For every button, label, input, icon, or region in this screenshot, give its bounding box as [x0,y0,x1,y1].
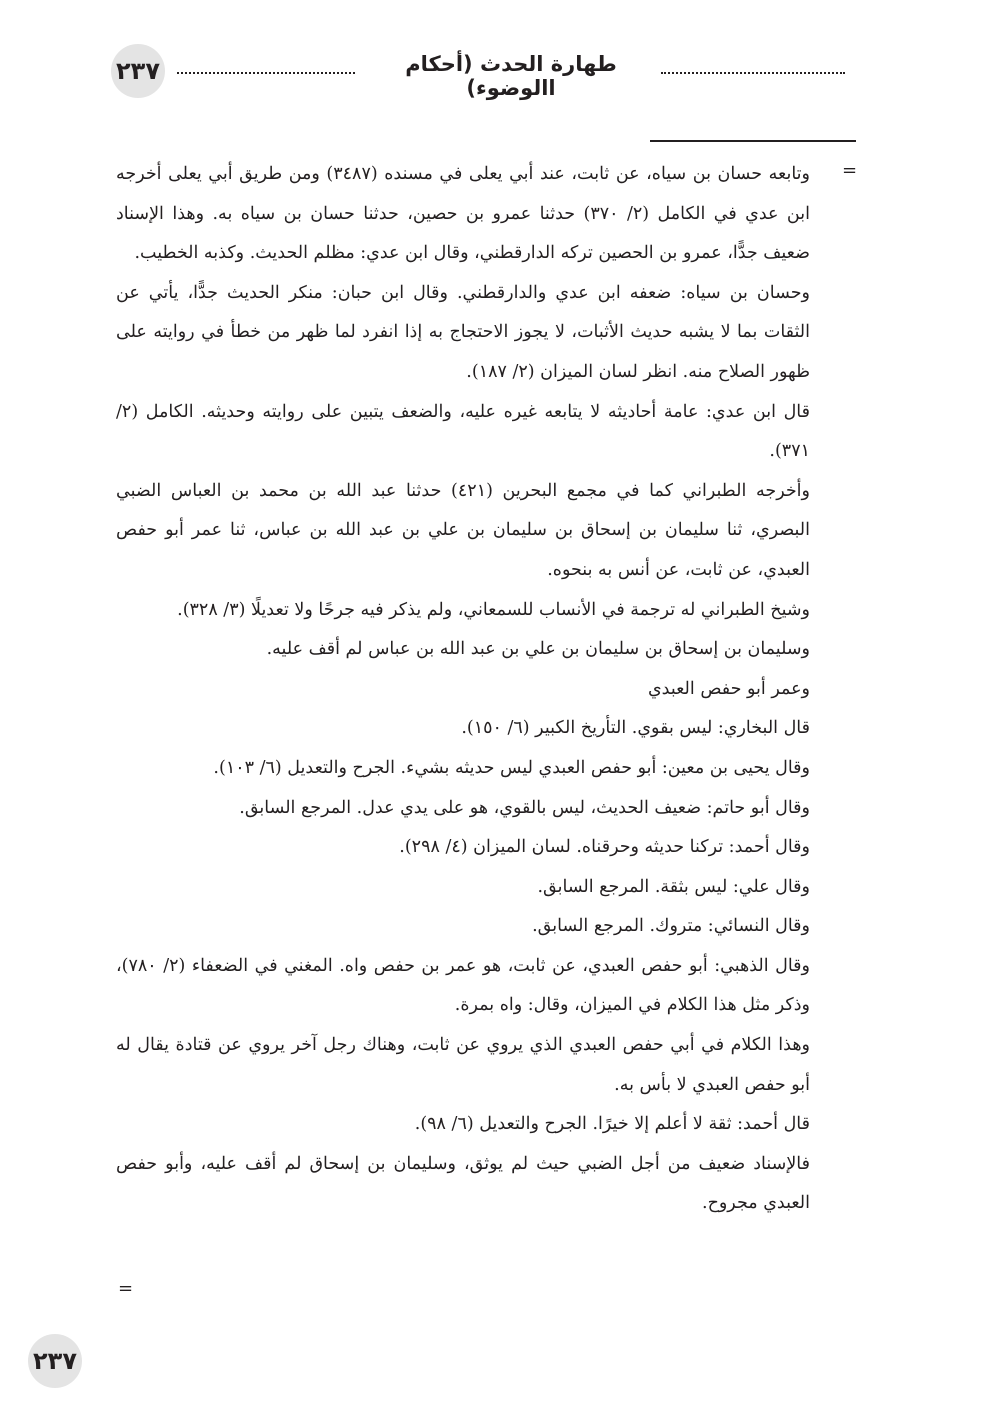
footnote-paragraph: وقال علي: ليس بثقة. المرجع السابق. [537,876,810,897]
footnote-paragraph: وقال أبو حاتم: ضعيف الحديث، ليس بالقوي، هو على يدي عدل. المرجع السابق. [239,797,810,818]
running-header [105,44,845,100]
footer-page-number-badge: ٢٣٧ [28,1334,82,1388]
footnote-paragraph: وقال النسائي: متروك. المرجع السابق. [532,916,810,937]
footnote-paragraph: وقال يحيى بن معين: أبو حفص العبدي ليس حديثه بشيء. الجرح والتعديل (٦/ ١٠٣). [213,757,810,778]
continuation-mark-bottom: = [118,1278,134,1299]
footnote-paragraph: قال البخاري: ليس بقوي. التأريخ الكبير (٦/ ١٥٠). [461,718,810,739]
footnote-paragraph: فالإسناد ضعيف من أجل الضبي حيث لم يوثق، وسليمان بن إسحاق لم أقف عليه، وأبو حفص العبدي مجروح. [116,1153,810,1214]
dotted-leader-right [661,72,845,74]
footnote-paragraph: قال أحمد: ثقة لا أعلم إلا خيرًا. الجرح والتعديل (٦/ ٩٨). [414,1114,810,1135]
footnote-body [116,155,810,1224]
footnote-paragraph: وقال الذهبي: أبو حفص العبدي، عن ثابت، هو عمر بن حفص واه. المغني في الضعفاء (٢/ ٧٨٠)، وذكر مثل هذا الكلام في الميزان، وقال: واه بمرة. [116,955,810,1016]
footnote-separator [650,140,856,142]
footnote-paragraph: وقال أحمد: تركنا حديثه وحرقناه. لسان الميزان (٤/ ٢٩٨). [399,837,810,858]
running-title: طهارة الحدث (أحكام االوضوء) [405,52,617,100]
continuation-mark-top: = [842,160,858,181]
page-number-badge: ٢٣٧ [111,44,165,98]
footnote-paragraph: وشيخ الطبراني له ترجمة في الأنساب للسمعاني، ولم يذكر فيه جرحًا ولا تعديلًا (٣/ ٣٢٨). [177,599,810,620]
footnote-paragraph: قال ابن عدي: عامة أحاديثه لا يتابعه غيره عليه، والضعف يتبين على روايته وحديثه. الكامل (٢/ ٣٧١). [116,401,810,462]
footnote-paragraph: وأخرجه الطبراني كما في مجمع البحرين (٤٢١) حدثنا عبد الله بن محمد بن العباس الضبي البصري، ثنا سليمان بن إسحاق بن سليمان بن علي بن عبد الله بن عباس، ثنا عمر أبو حفص العبدي، عن ثابت، عن أنس به بنحوه. [116,480,810,580]
footnote-paragraph: وتابعه حسان بن سياه، عن ثابت، عند أبي يعلى في مسنده (٣٤٨٧) ومن طريق أبي يعلى أخرجه ابن عدي في الكامل (٢/ ٣٧٠) حدثنا عمرو بن حصين، حدثنا حسان بن سياه به. وهذا الإسناد ضعيف جدًّا، عمرو بن الحصين تركه الدارقطني، وقال ابن عدي: مظلم الحديث. وكذبه الخطيب. [116,164,810,264]
footnote-paragraph: وحسان بن سياه: ضعفه ابن عدي والدارقطني. وقال ابن حبان: منكر الحديث جدًّا، يأتي عن الثقات بما لا يشبه حديث الأثبات، لا يجوز الاحتجاج به إذا انفرد لما ظهر من خطأ في روايته على ظهور الصلاح منه. انظر لسان الميزان (٢/ ١٨٧). [116,282,810,382]
footnote-subheading: وعمر أبو حفص العبدي [647,678,810,699]
dotted-leader-left [177,72,355,74]
footnote-paragraph: وهذا الكلام في أبي حفص العبدي الذي يروي عن ثابت، وهناك رجل آخر يروي عن قتادة يقال له أبو حفص العبدي لا بأس به. [116,1035,810,1095]
footnote-paragraph: وسليمان بن إسحاق بن سليمان بن علي بن عبد الله بن عباس لم أقف عليه. [266,639,810,660]
